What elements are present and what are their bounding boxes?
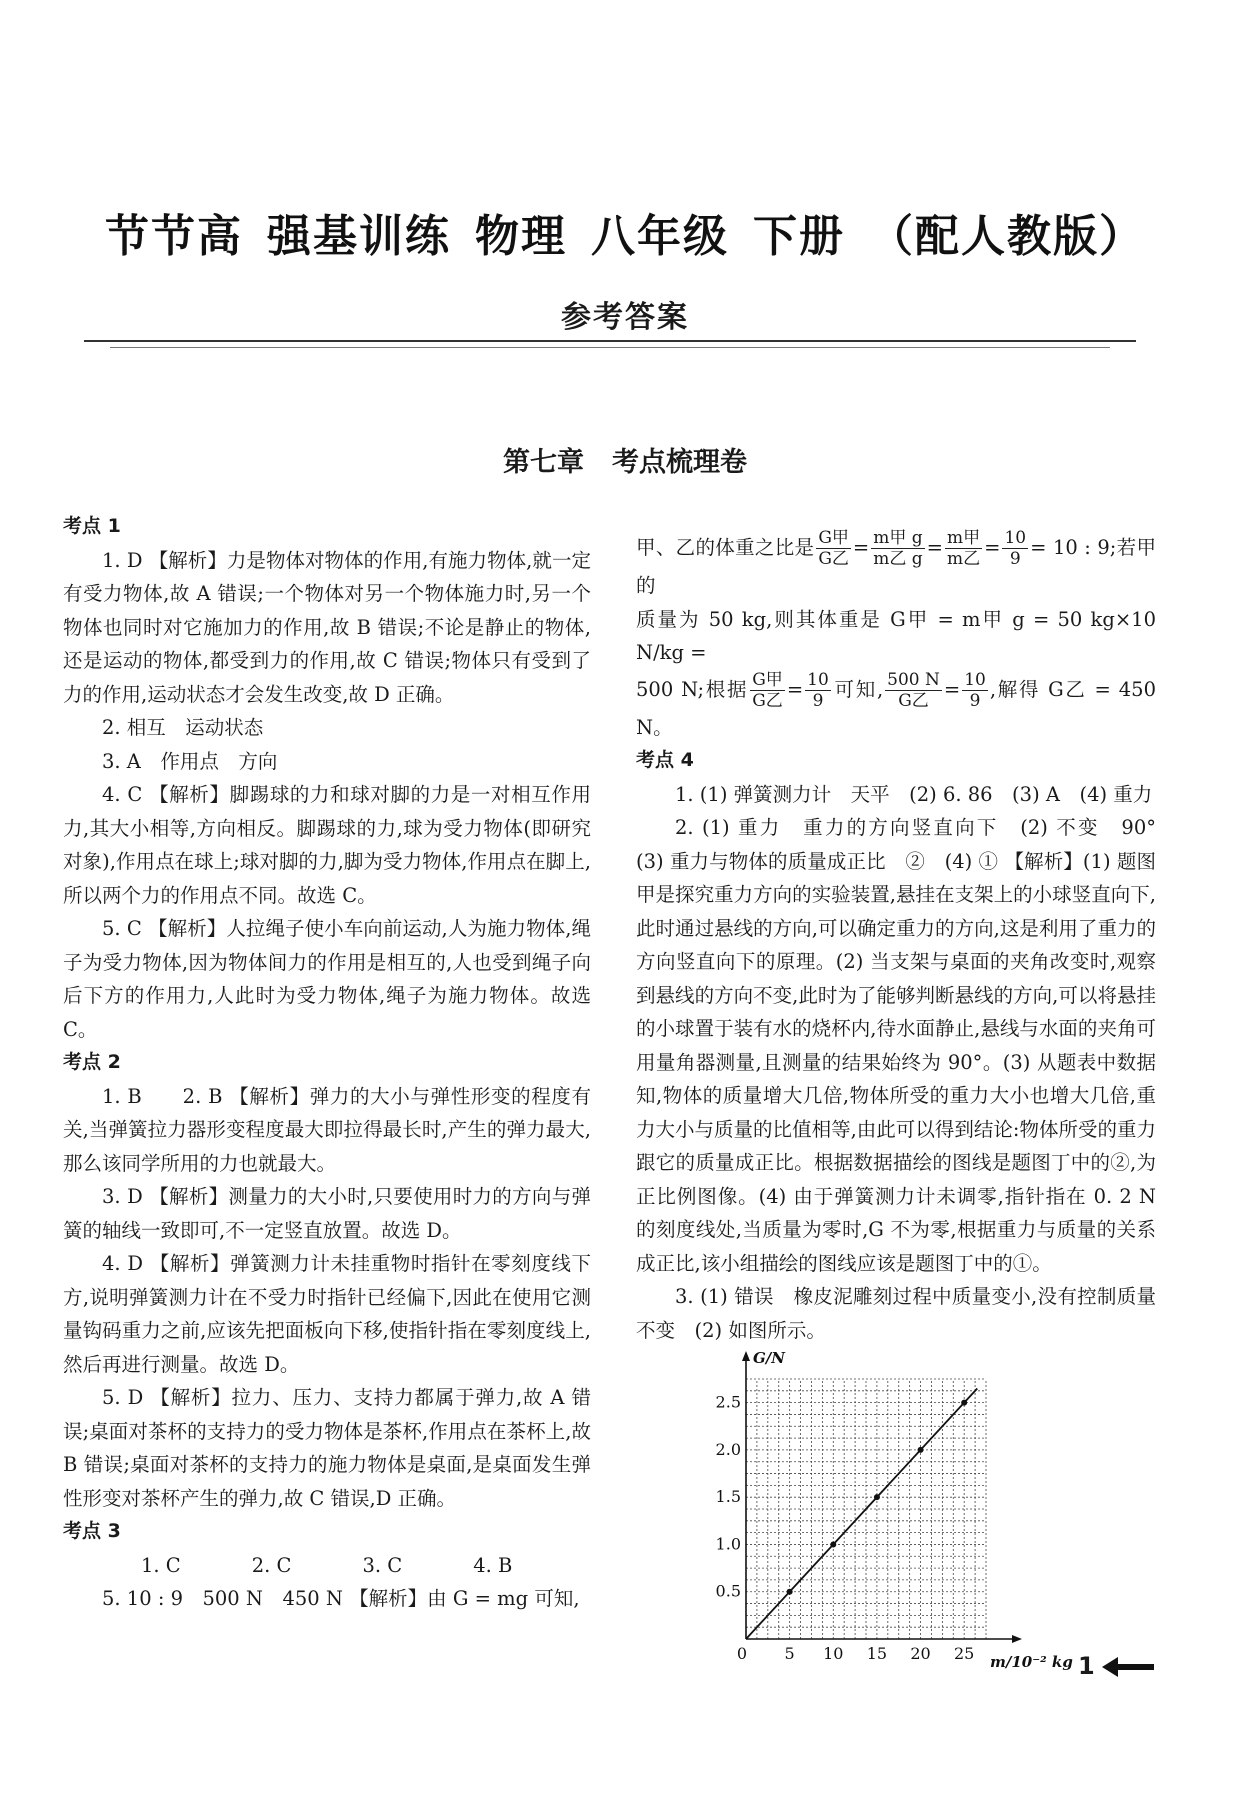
- fraction: [871, 528, 924, 569]
- data-point: [961, 1400, 967, 1406]
- title-part: 物理: [475, 211, 567, 262]
- origin-label: 0: [736, 1644, 748, 1663]
- answer-paragraph: 5. 10 : 9 500 N 450 N 【解析】由 G = mg 可知,: [102, 1587, 580, 1610]
- title-part: 八年级: [591, 211, 729, 262]
- y-axis-arrow: [742, 1351, 750, 1361]
- left-column: [63, 510, 591, 1616]
- chapter-heading: [0, 440, 1250, 479]
- answer-list: [63, 1549, 591, 1583]
- y-tick-label: 1.5: [715, 1487, 741, 1507]
- fraction: [885, 670, 942, 711]
- fraction: [750, 670, 785, 711]
- answer-paragraph: 5. D 【解析】拉力、压力、支持力都属于弹力,故 A 错误;桌面对茶杯的支持力的受力物体是茶杯,作用点在茶杯上,故 B 错误;桌面对茶杯的支持力的施力物体是桌面,是桌面发生弹性形变对茶杯产生的弹力,故 C 错误,D 正确。: [63, 1386, 591, 1510]
- title-part: （配人教版）: [869, 211, 1145, 262]
- denominator: 9: [969, 690, 981, 711]
- fraction: [816, 528, 851, 569]
- formula-line: 500 N;根据 $\frac{\text{G甲}}{\text{G乙}}$ = $\frac{10}{9}$ 可知, $\frac{500 N}{\text{G乙}}$ = $\frac{10}{9}$ ,解得 G乙 = 450 N。: [636, 669, 1156, 739]
- denominator: m乙: [947, 549, 981, 569]
- gravity-mass-chart: [715, 1334, 1090, 1674]
- answer-paragraph: 3. (1) 错误 橡皮泥雕刻过程中质量变小,没有控制质量不变 (2) 如图所示。: [636, 1285, 1156, 1342]
- text-run: ,解得 G乙 = 450 N。: [636, 677, 1156, 739]
- divider: [84, 340, 1136, 342]
- answer-key-heading: 参考答案: [561, 300, 689, 335]
- answer-item: 3. C: [362, 1553, 403, 1577]
- answer-paragraph: 3. A 作用点 方向: [102, 749, 278, 773]
- fraction: [1002, 528, 1028, 569]
- x-axis-arrow: [1012, 1635, 1022, 1643]
- text-run: 可知,: [832, 677, 884, 701]
- x-tick-label: 20: [910, 1644, 931, 1663]
- answer-paragraph: 1. (1) 弹簧测力计 天平 (2) 6. 86 (3) A (4) 重力: [675, 782, 1153, 806]
- answer-paragraph: 2. (1) 重力 重力的方向竖直向下 (2) 不变 90° (3) 重力与物体的质量成正比 ② (4) ① 【解析】(1) 题图甲是探究重力方向的实验装置,悬挂在支架上的小球竖直向下,此时通过悬线的方向,可以确定重力的方向,这是利用了重力的方向竖直向下的原理。(2) 当支架与桌面的夹角改变时,观察到悬线的方向不变,此时为了能够判断悬线的方向,可以将悬挂的小球置于装有水的烧杯内,待水面静止,悬线与水面的夹角可用量角器测量,且测量的结果始终为 90°。(3) 从题表中数据知,物体的质量增大几倍,物体所受的重力大小也增大几倍,重力大小与质量的比值相等,由此可以得到结论:物体所受的重力跟它的质量成正比。根据数据描绘的图线是题图丁中的②,为正比例图像。(4) 由于弹簧测力计未调零,指针指在 0. 2 N 的刻度线处,当质量为零时,G 不为零,根据重力与质量的关系成正比,该小组描绘的图线应该是题图丁中的①。: [636, 816, 1176, 1275]
- answer-paragraph: 5. C 【解析】人拉绳子使小车向前运动,人为施力物体,绳子为受力物体,因为物体间力的作用是相互的,人也受到绳子向后下方的作用力,人此时为受力物体,绳子为施力物体。故选 C。: [63, 917, 591, 1041]
- denominator: G乙: [818, 549, 849, 569]
- section-heading: 考点 3: [63, 1520, 121, 1542]
- numerator: G甲: [752, 669, 783, 690]
- text-run: 甲、乙的体重之比是: [636, 536, 815, 559]
- right-column: [636, 528, 1176, 1347]
- answer-paragraph: 4. D 【解析】弹簧测力计未挂重物时指针在零刻度线下方,说明弹簧测力计在不受力时指针已经偏下,因此在使用它测量钩码重力之前,应该先把面板向下移,使指针指在零刻度线上,然后再进行测量。故选 D。: [63, 1252, 591, 1376]
- denominator: G乙: [898, 690, 929, 711]
- text-run: 500 N;根据: [636, 677, 749, 701]
- text-run: = 10 : 9;若甲的: [636, 536, 1156, 597]
- data-point: [918, 1447, 924, 1453]
- answer-item: 1. C: [141, 1553, 181, 1577]
- y-axis-label: G/N: [753, 1349, 785, 1367]
- numerator: G甲: [818, 528, 849, 548]
- fraction: [962, 670, 988, 711]
- x-tick-label: 15: [866, 1644, 888, 1663]
- fraction: [945, 528, 982, 569]
- numerator: 500 N: [887, 669, 940, 690]
- answer-paragraph: 4. C 【解析】脚踢球的力和球对脚的力是一对相互作用力,其大小相等,方向相反。脚踢球的力,球为受力物体(即研究对象),作用点在球上;球对脚的力,脚为受力物体,作用点在脚上,所以两个力的作用点不同。故选 C。: [63, 783, 591, 907]
- answer-paragraph: 2. 相互 运动状态: [102, 716, 264, 739]
- answer-item: 2. C: [251, 1553, 292, 1577]
- section-heading: 考点 1: [63, 515, 121, 537]
- section-heading: 考点 2: [63, 1051, 121, 1073]
- x-tick-label: 25: [954, 1644, 975, 1663]
- answer-paragraph: 3. D 【解析】测量力的大小时,只要使用时力的方向与弹簧的轴线一致即可,不一定竖直放置。故选 D。: [63, 1185, 591, 1242]
- x-tick-label: 5: [784, 1644, 795, 1663]
- numerator: 10: [807, 669, 829, 690]
- answer-paragraph: 1. B 2. B 【解析】弹力的大小与弹性形变的程度有关,当弹簧拉力器形变程度最大即拉得最长时,产生的弹力最大,那么该同学所用的力也就最大。: [63, 1084, 591, 1175]
- chapter-number: 第七章: [503, 447, 584, 478]
- section-heading: 考点 4: [636, 749, 694, 771]
- answer-item: 4. B: [473, 1553, 513, 1577]
- data-point: [830, 1541, 836, 1547]
- y-tick-label: 2.0: [715, 1439, 741, 1459]
- divider: [110, 347, 1110, 348]
- page-number: 1: [1078, 1652, 1095, 1680]
- data-point: [787, 1589, 793, 1595]
- x-axis-label: m/10⁻² kg: [990, 1653, 1073, 1671]
- book-title: [0, 200, 1250, 264]
- numerator: m甲: [947, 528, 981, 548]
- x-tick-label: 10: [823, 1644, 844, 1663]
- data-point: [874, 1494, 880, 1500]
- y-tick-label: 2.5: [715, 1392, 741, 1412]
- formula-line: 质量为 50 kg,则其体重是 G甲 = m甲 g = 50 kg×10 N/kg =: [636, 607, 1156, 664]
- y-tick-label: 0.5: [715, 1581, 741, 1601]
- title-part: 下册: [753, 211, 845, 262]
- denominator: 9: [1009, 549, 1021, 569]
- chapter-title: 考点梳理卷: [612, 447, 747, 478]
- arrow-left-icon: [1102, 1656, 1154, 1678]
- title-part: 强基训练: [267, 211, 451, 262]
- numerator: 10: [1004, 528, 1027, 548]
- fraction: [805, 670, 831, 711]
- denominator: 9: [812, 690, 824, 711]
- denominator: m乙 g: [873, 549, 923, 569]
- numerator: 10: [964, 669, 986, 690]
- formula-line: 甲、乙的体重之比是 $\frac{\text{G甲}}{\text{G乙}}$ = $\frac{\text{m甲 g}}{\text{m乙 g}}$ = $\frac{\text{m甲}}{\text{m乙}}$ = $\frac{10}{9}$ = 10 : 9;若甲的: [636, 528, 1156, 597]
- denominator: G乙: [752, 690, 783, 711]
- answer-paragraph: 1. D 【解析】力是物体对物体的作用,有施力物体,就一定有受力物体,故 A 错误;一个物体对另一个物体施力时,另一个物体也同时对它施加力的作用,故 B 错误;不论是静止的物体,还是运动的物体,都受到力的作用,故 C 错误;物体只有受到了力的作用,运动状态才会发生改变,故 D 正确。: [63, 548, 591, 706]
- title-part: 节节高: [105, 211, 243, 262]
- numerator: m甲 g: [873, 528, 923, 548]
- y-tick-label: 1.0: [715, 1534, 741, 1554]
